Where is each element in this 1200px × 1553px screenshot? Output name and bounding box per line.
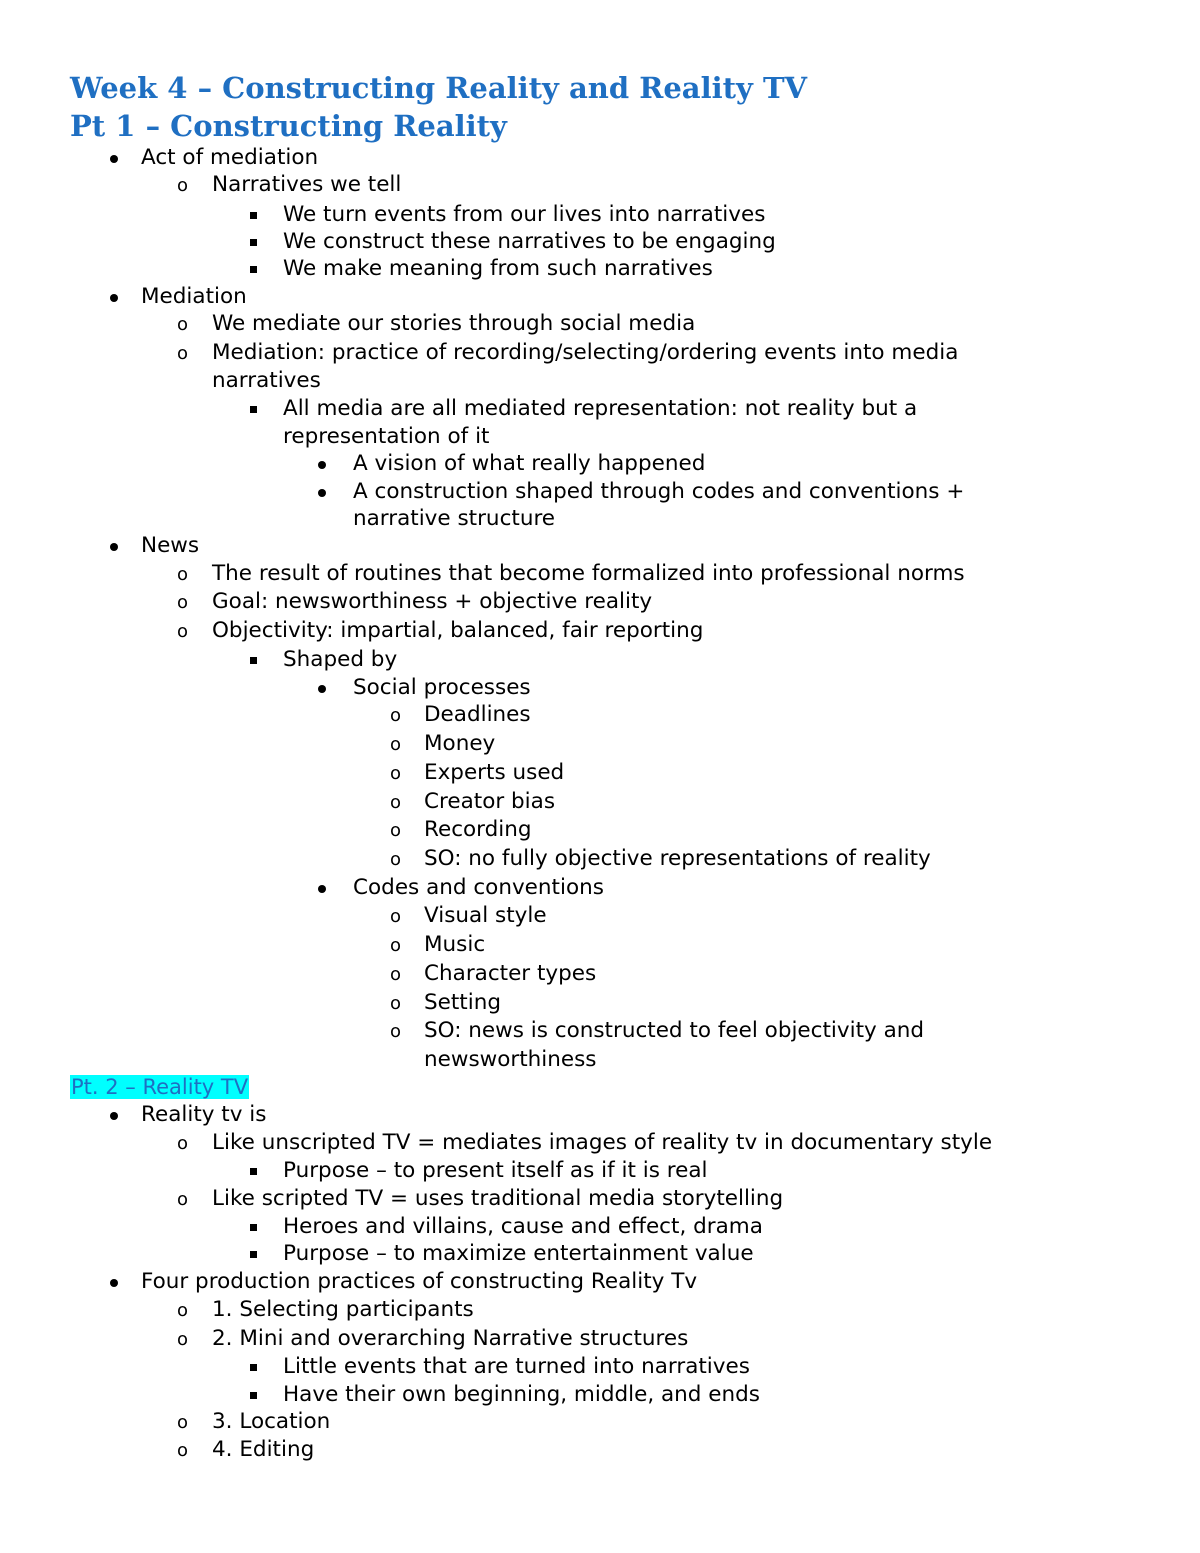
bullet-circle-icon: o xyxy=(177,1329,189,1350)
outline-item-level-1: Act of mediation xyxy=(141,145,319,170)
bullet-circle-icon: o xyxy=(390,1021,402,1042)
outline-item-continuation: narrative structure xyxy=(353,506,556,531)
bullet-square-icon xyxy=(250,657,257,664)
bullet-disc-icon xyxy=(110,155,118,163)
outline-item-level-3: All media are all mediated representation: not reality but a xyxy=(283,396,918,421)
outline-item-level-5: Experts used xyxy=(424,760,565,785)
bullet-circle-icon: o xyxy=(177,592,189,613)
bullet-square-icon xyxy=(250,1224,257,1231)
outline-item-continuation: newsworthiness xyxy=(424,1047,597,1072)
bullet-circle-icon: o xyxy=(177,621,189,642)
outline-item-level-2: The result of routines that become formalized into professional norms xyxy=(212,561,965,586)
outline-item-level-2: Goal: newsworthiness + objective reality xyxy=(212,589,653,614)
bullet-square-icon xyxy=(250,1251,257,1258)
outline-item-level-1: News xyxy=(141,533,200,558)
bullet-circle-icon: o xyxy=(177,1133,189,1154)
outline-item-level-5: Music xyxy=(424,932,486,957)
bullet-circle-icon: o xyxy=(390,705,402,726)
bullet-disc-icon xyxy=(318,489,326,497)
outline-item-level-5: Visual style xyxy=(424,903,547,928)
outline-item-level-4: A vision of what really happened xyxy=(353,451,706,476)
outline-item-level-3: We turn events from our lives into narratives xyxy=(283,202,766,227)
bullet-square-icon xyxy=(250,1392,257,1399)
bullet-circle-icon: o xyxy=(390,964,402,985)
outline-item-level-3: Shaped by xyxy=(283,647,398,672)
outline-item-level-2: We mediate our stories through social media xyxy=(212,311,696,336)
bullet-square-icon xyxy=(250,1364,257,1371)
bullet-disc-icon xyxy=(110,1279,118,1287)
outline-item-level-4: Codes and conventions xyxy=(353,875,604,900)
outline-item-level-5: Recording xyxy=(424,817,532,842)
part1-heading: Pt 1 – Constructing Reality xyxy=(70,109,507,143)
outline-item-level-3: We construct these narratives to be engaging xyxy=(283,229,776,254)
outline-item-level-1: Four production practices of constructing Reality Tv xyxy=(141,1269,698,1294)
bullet-circle-icon: o xyxy=(177,343,189,364)
outline-item-level-3: Purpose – to present itself as if it is real xyxy=(283,1158,708,1183)
outline-item-level-5: SO: no fully objective representations of reality xyxy=(424,846,931,871)
outline-item-level-3: We make meaning from such narratives xyxy=(283,256,713,281)
bullet-circle-icon: o xyxy=(177,1189,189,1210)
bullet-square-icon xyxy=(250,212,257,219)
outline-item-level-5: Setting xyxy=(424,990,501,1015)
bullet-circle-icon: o xyxy=(177,564,189,585)
part2-heading-text: Pt. 2 – Reality TV xyxy=(71,1075,249,1099)
part2-heading xyxy=(70,1074,249,1100)
bullet-circle-icon: o xyxy=(390,849,402,870)
bullet-circle-icon: o xyxy=(390,820,402,841)
document-title: Week 4 – Constructing Reality and Reality TV xyxy=(70,71,808,105)
outline-item-level-2: 2. Mini and overarching Narrative structures xyxy=(212,1326,689,1351)
bullet-circle-icon: o xyxy=(390,763,402,784)
bullet-disc-icon xyxy=(110,1112,118,1120)
outline-item-level-4: A construction shaped through codes and conventions + xyxy=(353,479,965,504)
bullet-circle-icon: o xyxy=(177,314,189,335)
bullet-square-icon xyxy=(250,406,257,413)
bullet-disc-icon xyxy=(318,885,326,893)
outline-item-level-5: Money xyxy=(424,731,496,756)
outline-item-level-3: Purpose – to maximize entertainment value xyxy=(283,1241,754,1266)
bullet-disc-icon xyxy=(318,685,326,693)
bullet-circle-icon: o xyxy=(390,792,402,813)
bullet-disc-icon xyxy=(318,461,326,469)
bullet-circle-icon: o xyxy=(390,993,402,1014)
bullet-square-icon xyxy=(250,239,257,246)
outline-item-level-2: Objectivity: impartial, balanced, fair reporting xyxy=(212,618,704,643)
outline-item-level-2: 4. Editing xyxy=(212,1437,315,1462)
outline-item-continuation: narratives xyxy=(212,368,321,393)
bullet-circle-icon: o xyxy=(177,175,189,196)
bullet-disc-icon xyxy=(110,543,118,551)
bullet-disc-icon xyxy=(110,294,118,302)
outline-item-level-1: Reality tv is xyxy=(141,1102,267,1127)
bullet-square-icon xyxy=(250,1168,257,1175)
outline-item-level-5: SO: news is constructed to feel objectivity and xyxy=(424,1018,925,1043)
outline-item-level-3: Have their own beginning, middle, and ends xyxy=(283,1382,760,1407)
bullet-circle-icon: o xyxy=(177,1440,189,1461)
outline-item-level-2: Like scripted TV = uses traditional media storytelling xyxy=(212,1186,784,1211)
bullet-circle-icon: o xyxy=(177,1300,189,1321)
bullet-square-icon xyxy=(250,266,257,273)
outline-item-level-4: Social processes xyxy=(353,675,531,700)
bullet-circle-icon: o xyxy=(390,935,402,956)
outline-item-level-1: Mediation xyxy=(141,284,247,309)
bullet-circle-icon: o xyxy=(390,906,402,927)
outline-item-continuation: representation of it xyxy=(283,424,490,449)
outline-item-level-5: Deadlines xyxy=(424,702,531,727)
outline-item-level-5: Creator bias xyxy=(424,789,556,814)
outline-item-level-3: Heroes and villains, cause and effect, drama xyxy=(283,1214,763,1239)
outline-item-level-2: 1. Selecting participants xyxy=(212,1297,474,1322)
outline-item-level-3: Little events that are turned into narratives xyxy=(283,1354,750,1379)
outline-item-level-5: Character types xyxy=(424,961,597,986)
outline-item-level-2: 3. Location xyxy=(212,1409,331,1434)
bullet-circle-icon: o xyxy=(390,734,402,755)
bullet-circle-icon: o xyxy=(177,1412,189,1433)
outline-item-level-2: Mediation: practice of recording/selecting/ordering events into media xyxy=(212,340,959,365)
outline-item-level-2: Narratives we tell xyxy=(212,172,402,197)
outline-item-level-2: Like unscripted TV = mediates images of reality tv in documentary style xyxy=(212,1130,993,1155)
